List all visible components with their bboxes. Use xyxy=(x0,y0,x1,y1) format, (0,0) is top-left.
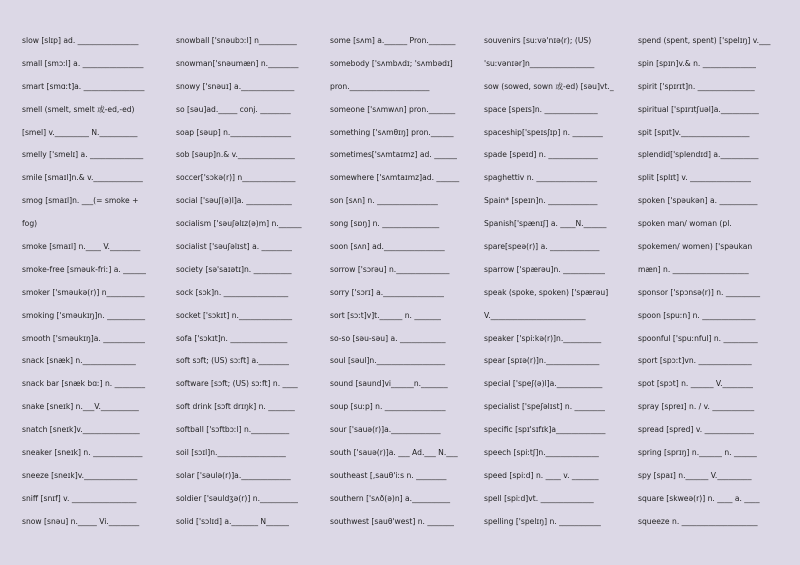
vocab-entry-line: small [smɔːl] a. ________________ xyxy=(22,58,144,68)
vocab-entry-line: spirit ['spɪrɪt]n. _______________ xyxy=(638,81,755,91)
vocab-entry-line: sneeze [sneɪk]v.______________ xyxy=(22,470,138,480)
vocab-column-1 xyxy=(22,36,176,565)
vocab-entry-line: square [skweə(r)] n. ____ a. ____ xyxy=(638,493,760,503)
vocab-entry-line: soup [suːp] n. ________________ xyxy=(330,402,446,412)
vocab-entry-line: spread [spred] v. _____________ xyxy=(638,425,754,435)
vocab-entry-line: spare[speə(r)] a. _____________ xyxy=(484,242,600,252)
vocab-entry-line: spring [sprɪŋ] n.______ n. ______ xyxy=(638,448,757,458)
vocab-entry-line: soul [səul]n.__________________ xyxy=(330,356,445,366)
vocab-entry-line: soft drink [sɔft drɪŋk] n. _______ xyxy=(176,402,295,412)
vocab-entry-line: splendid['splendɪd] a.__________ xyxy=(638,150,759,160)
vocab-entry-line: spoon [spuːn] n. ______________ xyxy=(638,310,756,320)
vocab-entry-line: sock [sɔk]n. _________________ xyxy=(176,287,289,297)
vocab-entry-line: snowy ['snəuɪ] a.______________ xyxy=(176,81,295,91)
vocab-entry-line: spade [speɪd] n. _____________ xyxy=(484,150,598,160)
vocab-entry-line: split [splɪt] v. ________________ xyxy=(638,173,751,183)
vocab-entry-line: sound [saund]vi______n._______ xyxy=(330,379,448,389)
vocab-entry-line: smoke [smaɪl] n.____ V.________ xyxy=(22,242,141,252)
vocab-entry-line: speaker ['spiːkə(r)]n.__________ xyxy=(484,333,602,343)
vocab-entry-line: socialism ['səuʃəlɪz(ə)m] n.______ xyxy=(176,219,302,229)
vocab-entry-line: spokemen/ women) ['spəukan xyxy=(638,242,753,252)
vocab-entry-line: spoken ['spəukən] a. __________ xyxy=(638,196,758,206)
vocab-entry-line: spoonful ['spuːnful] n. _________ xyxy=(638,333,758,343)
vocab-entry-line: snowball ['snəubɔːl] n__________ xyxy=(176,36,297,45)
vocab-entry-line: V._________________________ xyxy=(484,310,586,320)
vocab-entry-line: song [sɒŋ] n. _______________ xyxy=(330,219,440,229)
vocab-entry-line: sponsor ['spɔnsə(r)] n. _________ xyxy=(638,287,761,297)
vocab-entry-line: social ['səuʃ(ə)l]a. ____________ xyxy=(176,196,292,206)
vocab-entry-line: spear [spɪə(r)]n.______________ xyxy=(484,356,600,366)
vocab-entry-line: spit [spɪt]v.__________________ xyxy=(638,127,750,137)
vocab-entry-line: somebody ['sʌmbʌdɪ; 'sʌmbədɪ] xyxy=(330,58,453,68)
vocab-entry-line: soon [sʌn] ad.________________ xyxy=(330,242,445,252)
vocab-entry-line: something ['sʌmθɪŋ] pron.______ xyxy=(330,127,454,137)
vocab-entry-line: sorrow ['sɔrəu] n.______________ xyxy=(330,264,450,274)
vocab-entry-line: smoker ['sməukə(r)] n__________ xyxy=(22,287,145,297)
vocab-entry-line: sparrow ['spærəu]n. ___________ xyxy=(484,264,605,274)
vocab-entry-line: softball ['sɔftbɔːl] n.__________ xyxy=(176,425,290,435)
vocab-entry-line: south ['sauə(r)]a. ___ Ad.___ N.___ xyxy=(330,448,458,458)
vocab-column-5 xyxy=(638,36,792,565)
vocab-entry-line: snowman['snəumæn] n.________ xyxy=(176,58,299,68)
vocab-column-4 xyxy=(484,36,638,565)
vocab-entry-line: sorry ['sɔrɪ] a.________________ xyxy=(330,287,444,297)
vocab-entry-line: software [sɔft; (US) sɔːft] n. ____ xyxy=(176,379,298,389)
vocab-entry-line: smooth ['sməukɪŋ]a. ___________ xyxy=(22,333,145,343)
vocab-entry-line: spaceship['speɪsʃɪp] n. ________ xyxy=(484,127,603,137)
vocab-entry-line: southwest [sauθ'west] n. _______ xyxy=(330,516,454,526)
vocab-entry-line: smog [smaɪl]n. ___(= smoke + xyxy=(22,196,139,206)
vocab-entry-line: sometimes['sʌmtaɪmz] ad. ______ xyxy=(330,150,457,160)
vocab-entry-line: sow (sowed, sown 或-ed) [səu]vt._ xyxy=(484,81,614,91)
vocab-entry-line: spot [spɔt] n. ______ V.________ xyxy=(638,379,753,389)
vocab-entry-line: spaghettiv n. ________________ xyxy=(484,173,598,183)
vocab-entry-line: sob [səup]n.& v._______________ xyxy=(176,150,295,160)
vocab-entry-line: fog) xyxy=(22,219,38,229)
vocab-entry-line: smart [smɑːt]a. ________________ xyxy=(22,81,145,91)
vocab-entry-line: spend (spent, spent) ['spelɪŋ] v.___ xyxy=(638,36,771,45)
vocab-entry-line: society [sə'saɪətɪ]n. __________ xyxy=(176,264,292,274)
vocab-entry-line: spy [spaɪ] n.______ V._________ xyxy=(638,470,752,480)
vocab-entry-line: speak (spoke, spoken) ['spærəu] xyxy=(484,287,609,297)
vocab-entry-line: [smel] v._________ N.__________ xyxy=(22,127,138,137)
vocab-entry-line: 'suːvənɪər]n_________________ xyxy=(484,58,595,68)
vocab-entry-line: smoking ['sməukɪŋ]n. __________ xyxy=(22,310,146,320)
vocab-entry-line: spin [spɪn]v.& n. ______________ xyxy=(638,58,756,68)
vocab-entry-line: Spanish['spænɪʃ] a. ____N.______ xyxy=(484,219,607,229)
vocab-entry-line: southern ['sʌð(ə)n] a.__________ xyxy=(330,493,451,503)
vocab-entry-line: pron._____________________ xyxy=(330,81,430,91)
vocab-entry-line: special ['speʃ(ə)l]a.____________ xyxy=(484,379,603,389)
vocab-entry-line: some [sʌm] a.______ Pron._______ xyxy=(330,36,456,45)
vocab-entry-line: spelling ['spelɪŋ] n. ___________ xyxy=(484,516,601,526)
vocab-entry-line: speed [spiːd] n. ____ v. _______ xyxy=(484,470,599,480)
vocab-entry-line: snatch [sneɪk]v._______________ xyxy=(22,425,140,435)
vocab-entry-line: soft sɔft; (US) sɔːft] a.________ xyxy=(176,356,289,366)
vocab-entry-line: specific [spɪ'sɪfɪk]a_____________ xyxy=(484,425,606,435)
vocab-entry-line: snake [sneɪk] n.___V.__________ xyxy=(22,402,139,412)
vocab-entry-line: socket ['sɔkɪt] n.______________ xyxy=(176,310,293,320)
vocab-entry-line: sniff [snɪf] v. _________________ xyxy=(22,493,137,503)
vocab-entry-line: sofa ['sɔkɪt]n. _______________ xyxy=(176,333,288,343)
vocab-entry-line: soldier ['səuldʒə(r)] n.__________ xyxy=(176,493,298,503)
vocab-entry-line: solid ['sɔlɪd] a._______ N______ xyxy=(176,516,289,526)
vocab-entry-line: sneaker [sneɪk] n. _____________ xyxy=(22,448,143,458)
vocab-entry-line: sport [spɔːt]vn. ______________ xyxy=(638,356,752,366)
vocab-entry-line: spoken man/ woman (pl. xyxy=(638,219,732,229)
vocab-entry-line: speech [spiːtʃ]n.______________ xyxy=(484,448,599,458)
vocab-entry-line: smoke-free [sməuk-friː] a. ______ xyxy=(22,264,146,274)
vocab-entry-line: soil [sɔɪl]n.__________________ xyxy=(176,448,286,458)
vocab-entry-line: snack [snæk] n.______________ xyxy=(22,356,136,366)
vocab-entry-line: specialist ['speʃəlɪst] n. ________ xyxy=(484,402,605,412)
vocab-entry-line: space [speɪs]n. ______________ xyxy=(484,104,598,114)
vocab-entry-line: someone ['sʌmwʌn] pron._______ xyxy=(330,104,456,114)
vocab-entry-line: spray [spreɪ] n. / v. ___________ xyxy=(638,402,755,412)
vocab-column-3 xyxy=(330,36,484,565)
vocab-entry-line: so [səu]ad._____ conj. ________ xyxy=(176,104,291,114)
vocab-entry-line: sour ['sauə(r)]a._____________ xyxy=(330,425,441,435)
vocab-entry-line: smelly ['smelɪ] a. ______________ xyxy=(22,150,144,160)
vocab-entry-line: solar ['səulə(r)]a._____________ xyxy=(176,470,291,480)
vocab-entry-line: snack bar [snæk bɑː] n. ________ xyxy=(22,379,146,389)
vocab-entry-line: spiritual ['spɪrɪtʃuəl]a.__________ xyxy=(638,104,759,114)
vocab-entry-line: soap [səup] n.________________ xyxy=(176,127,292,137)
vocab-entry-line: somewhere ['sʌmtaɪmz]ad. ______ xyxy=(330,173,460,183)
vocab-entry-line: slow [slɪp] ad. ________________ xyxy=(22,36,139,45)
vocab-entry-line: Spain* [speɪn]n. _____________ xyxy=(484,196,598,206)
vocab-entry-line: so-so [səu-səu] a. ____________ xyxy=(330,333,446,343)
vocab-entry-line: mæn] n. ____________________ xyxy=(638,264,749,274)
vocab-entry-line: son [sʌn] n. ________________ xyxy=(330,196,438,206)
vocab-entry-line: southeast [,sauθ'iːs n. ________ xyxy=(330,470,447,480)
vocab-entry-line: smell (smelt, smelt 或-ed,-ed) xyxy=(22,104,135,114)
vocab-entry-line: snow [snəu] n._____ Vi.________ xyxy=(22,516,140,526)
vocab-column-2 xyxy=(176,36,330,565)
vocab-entry-line: squeeze n. ____________________ xyxy=(638,516,758,526)
vocab-entry-line: socialist ['səuʃəlɪst] a. ________ xyxy=(176,242,292,252)
vocab-entry-line: soccer['sɔkə(r)] n______________ xyxy=(176,173,296,183)
vocab-entry-line: souvenirs [suːvə'nɪə(r); (US) xyxy=(484,36,592,45)
vocab-entry-line: spell [spiːd]vt. ______________ xyxy=(484,493,594,503)
vocab-entry-line: smile [smaɪl]n.& v._____________ xyxy=(22,173,143,183)
vocab-entry-line: sort [sɔːt]v]t.______ n. _______ xyxy=(330,310,441,320)
